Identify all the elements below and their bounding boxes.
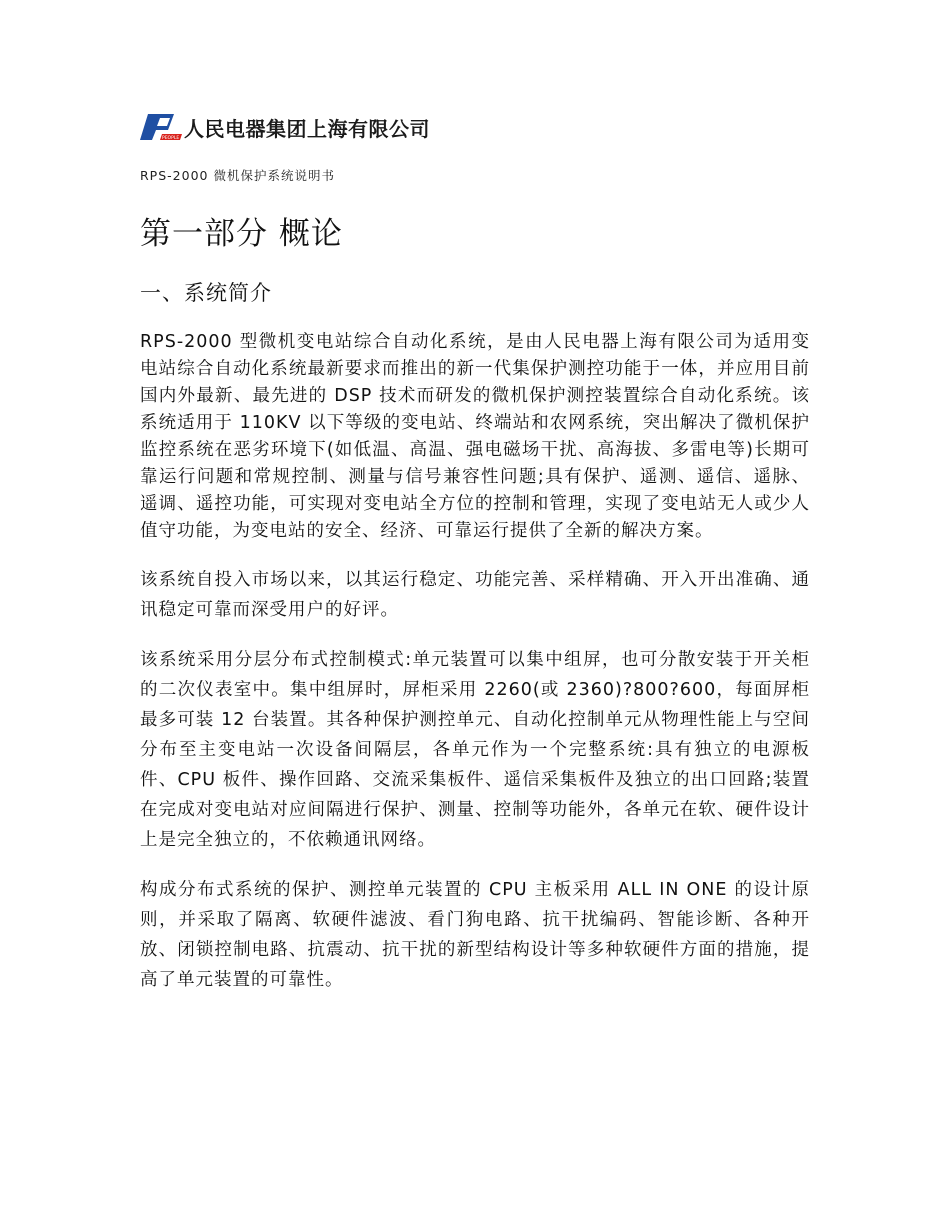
page-content <box>140 110 810 1013</box>
company-logo-icon <box>140 112 182 142</box>
part-title: 第一部分 概论 <box>140 216 343 252</box>
company-name: 人民电器集团上海有限公司 <box>184 116 430 141</box>
company-logo <box>140 110 810 144</box>
paragraph: 该系统自投入市场以来，以其运行稳定、功能完善、采样精确、开入开出准确、通讯稳定可靠而深受用户的好评。 <box>140 570 810 620</box>
logo-mark-text: PEOPLE <box>162 136 180 141</box>
paragraph: RPS-2000 型微机变电站综合自动化系统，是由人民电器上海有限公司为适用变电站综合自动化系统最新要求而推出的新一代集保护测控功能于一体，并应用目前国内外最新、最先进的 DSP 技术而研发的微机保护测控装置综合自动化系统。该系统适用于 110KV 以下等级的变电站、终端站和农网系统，突出解决了微机保护监控系统在恶劣环境下(如低温、高温、强电磁场干扰、高海拔、多雷电等)长期可靠运行问题和常规控制、测量与信号兼容性问题;具有保护、遥测、遥信、遥脉、遥调、遥控功能，可实现对变电站全方位的控制和管理，实现了变电站无人或少人值守功能，为变电站的安全、经济、可靠运行提供了全新的解决方案。 <box>140 332 810 541</box>
section-title: 一、系统简介 <box>140 281 272 305</box>
paragraph: 构成分布式系统的保护、测控单元装置的 CPU 主板采用 ALL IN ONE 的设计原则，并采取了隔离、软硬件滤波、看门狗电路、抗干扰编码、智能诊断、各种开放、闭锁控制电路、抗震动、抗干扰的新型结构设计等多种软硬件方面的措施，提高了单元装置的可靠性。 <box>140 880 810 990</box>
paragraph: 该系统采用分层分布式控制模式:单元装置可以集中组屏，也可分散安装于开关柜的二次仪表室中。集中组屏时，屏柜采用 2260(或 2360)?800?600，每面屏柜最多可装 12 台装置。其各种保护测控单元、自动化控制单元从物理性能上与空间分布至主变电站一次设备间隔层，各单元作为一个完整系统:具有独立的电源板件、CPU 板件、操作回路、交流采集板件、遥信采集板件及独立的出口回路;装置在完成对变电站对应间隔进行保护、测量、控制等功能外，各单元在软、硬件设计上是完全独立的，不依赖通讯网络。 <box>140 650 810 850</box>
document-subtitle: RPS-2000 微机保护系统说明书 <box>140 168 335 183</box>
